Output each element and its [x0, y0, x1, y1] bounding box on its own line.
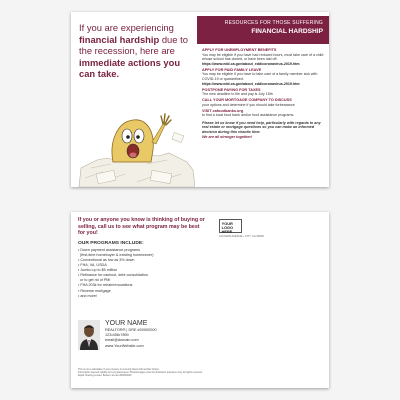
- resource-section: [202, 48, 326, 66]
- postcard-front: [71, 12, 329, 187]
- resource-heading: VISIT cafoodbanks.org: [202, 108, 244, 113]
- headline: [79, 22, 197, 80]
- resource-body: to find a local food bank and/or food assistance programs.: [202, 113, 295, 118]
- resource-link[interactable]: https://www.edd.ca.gov/about_edd/coronavirus-2019.htm: [202, 81, 300, 86]
- headline-line2: due to the recession, here are: [79, 33, 188, 57]
- programs-list: [78, 248, 208, 299]
- buying-selling-question: If you or anyone you know is thinking of buying or selling, call us to see what program may be best for you!: [78, 217, 205, 237]
- front-right-panel: [197, 12, 329, 187]
- disclaimer-line: This is not a solicitation if your property is currently listed with another broker.: [78, 368, 160, 371]
- resource-sections: [202, 48, 326, 139]
- headline-emphasis-1: financial hardship: [79, 33, 160, 45]
- logo-placeholder: [219, 219, 242, 233]
- resource-heading: CALL YOUR MORTGAGE COMPANY TO DISCUSS: [202, 98, 292, 103]
- resource-section: [202, 109, 326, 118]
- agent-title: REALTOR® | DRE #00000000: [105, 328, 157, 332]
- resource-body: You may be eligible if you have to take care of a family member sick with COVID-19 or quarantined.: [202, 72, 318, 81]
- resource-body: The new deadline to file and pay is July 15th: [202, 92, 273, 97]
- closing-tagline: We are all stronger together!: [202, 134, 253, 139]
- program-item: • Refinance for cashout, debt consolidation: [78, 273, 148, 278]
- resources-banner: [197, 16, 329, 44]
- agent-email: email@domain.com: [105, 338, 139, 343]
- program-item: • Down payment assistance programs: [78, 247, 140, 252]
- agent-contact-info: [105, 320, 157, 349]
- closing-text: Please let us know if you need help, particularly with regards to any real estate or mortgage questions so you can make an informed decision during this chaotic time.: [202, 120, 321, 135]
- program-item: or to get rid of PMI: [78, 278, 111, 283]
- program-item: • and more!: [78, 293, 97, 298]
- disclaimer: [78, 368, 216, 378]
- resource-heading: POSTPONE PAYING FOR TAXES: [202, 87, 261, 92]
- headline-line1: If you are experiencing: [79, 22, 174, 33]
- program-item: • Conventional as low as 3% down: [78, 257, 135, 262]
- front-left-panel: [71, 12, 197, 187]
- resource-heading: APPLY FOR UNEMPLOYMENT BENEFITS: [202, 48, 277, 52]
- postcard-back: [71, 212, 329, 388]
- logo-text: HERE: [221, 229, 233, 235]
- resource-body: your options and determine if you should take forbearance: [202, 102, 295, 107]
- return-address: 123 MAIN AVENUE • CITY, CA 00000: [219, 235, 264, 238]
- agent-website: www.YourWebsite.com: [105, 343, 144, 348]
- banner-line1: RESOURCES FOR THOSE SUFFERING: [224, 20, 323, 26]
- drowning-in-bills-illustration: [77, 98, 195, 187]
- agent-name: YOUR NAME: [105, 320, 148, 327]
- resource-section: [202, 88, 326, 97]
- resource-body: You may be eligible if you have had reduced hours, must take care of a child whose school has closed, or have been laid off.: [202, 52, 324, 62]
- agent-phone: 123•456•7890: [105, 333, 129, 338]
- program-item: • FHA, VA, USDA: [78, 263, 107, 268]
- disclaimer-line: Equal Housing Lender. Broker License #00000000: [78, 374, 132, 378]
- logo-text: LOGO: [221, 224, 234, 230]
- resource-link[interactable]: https://www.edd.ca.gov/about_edd/coronavirus-2019.htm: [202, 61, 300, 66]
- program-item: • Reverse mortgage: [78, 288, 111, 293]
- resource-section: [202, 68, 326, 86]
- program-item: (first-time homebuyer & existing homeowner): [78, 252, 154, 257]
- program-item: • FHA 203k for rehab/renovations: [78, 283, 133, 288]
- resource-heading: APPLY FOR PAID FAMILY LEAVE: [202, 67, 262, 72]
- back-left-panel: [78, 217, 208, 299]
- disclaimer-line: Information deemed reliable but not guaranteed. Photos/images used for illustration purposes only. All rights reserved.: [78, 371, 203, 375]
- program-item: • Jumbo up to $5 million: [78, 268, 118, 273]
- agent-block: [78, 320, 208, 360]
- programs-heading: OUR PROGRAMS INCLUDE:: [78, 240, 144, 246]
- banner-line2: FINANCIAL HARDSHIP: [251, 28, 323, 35]
- headline-emphasis-2: immediate actions you can take.: [79, 56, 181, 80]
- agent-photo: [78, 320, 100, 350]
- logo-text: YOUR: [221, 220, 233, 226]
- closing-message: [202, 121, 326, 139]
- resource-section: [202, 98, 326, 107]
